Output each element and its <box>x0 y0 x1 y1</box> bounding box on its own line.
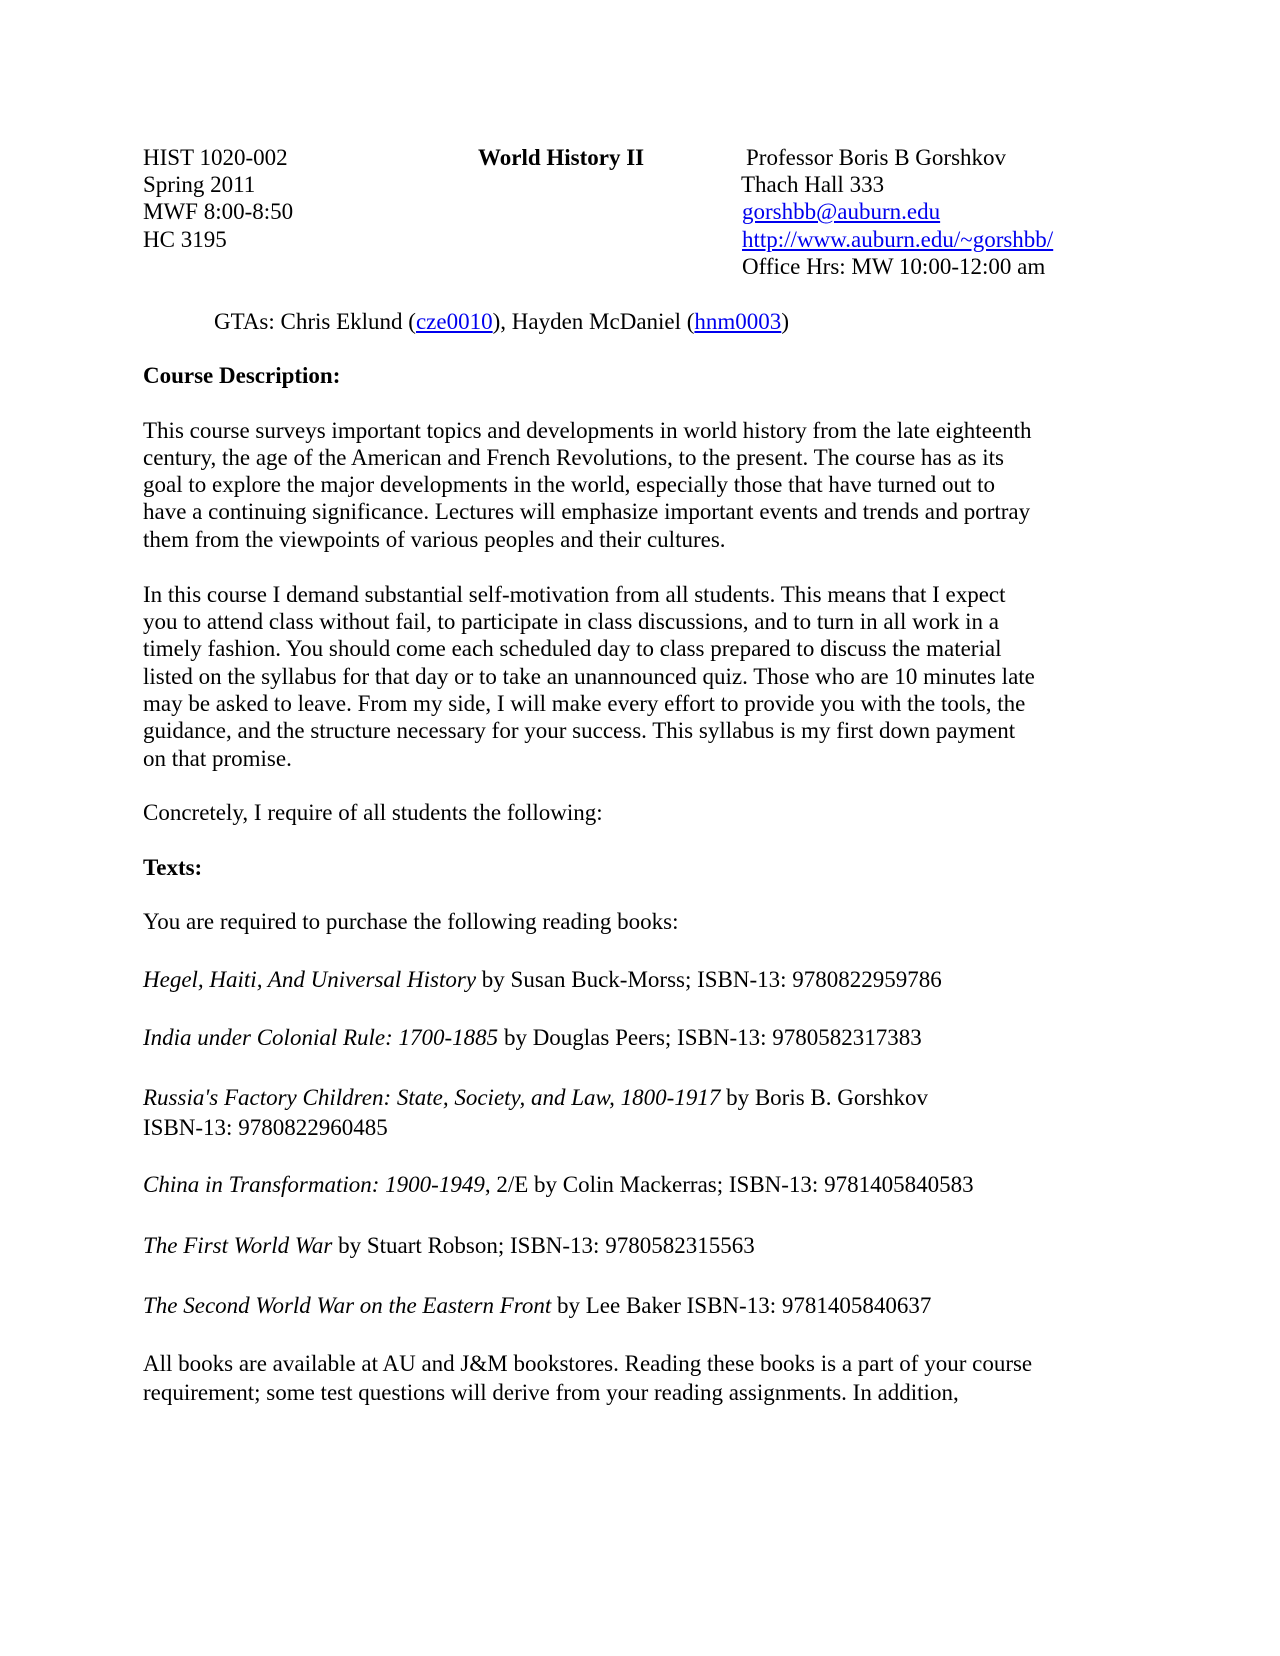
paragraph-line: In this course I demand substantial self-motivation from all students. This means that I expect <box>143 582 1006 607</box>
texts-heading: Texts: <box>143 855 203 880</box>
website-link[interactable]: http://www.auburn.edu/~gorshbb/ <box>742 227 1054 252</box>
book-details: by Boris B. Gorshkov <box>720 1085 928 1110</box>
book-details: by Stuart Robson; ISBN-13: 9780582315563 <box>332 1233 755 1258</box>
course-title: World History II <box>478 145 645 170</box>
gtas-suffix: ) <box>781 309 789 334</box>
book-details: by Lee Baker ISBN-13: 9781405840637 <box>551 1293 932 1318</box>
email-link[interactable]: gorshbb@auburn.edu <box>742 199 941 224</box>
book-entry <box>143 966 942 994</box>
course-code: HIST 1020-002 <box>143 145 288 170</box>
schedule: MWF 8:00-8:50 <box>143 199 294 224</box>
paragraph-line: listed on the syllabus for that day or to take an unannounced quiz. Those who are 10 minutes late <box>143 664 1035 689</box>
book-isbn-line: ISBN-13: 9780822960485 <box>143 1115 388 1140</box>
gta2-link[interactable]: hnm0003 <box>694 309 782 334</box>
book-entry <box>143 1084 928 1112</box>
requirements-intro: Concretely, I require of all students the following: <box>143 800 603 825</box>
paragraph-line: century, the age of the American and French Revolutions, to the present. The course has as its <box>143 445 1004 470</box>
paragraph-line: guidance, and the structure necessary for your success. This syllabus is my first down payment <box>143 718 1016 743</box>
office-hours: Office Hrs: MW 10:00-12:00 am <box>742 254 1046 279</box>
book-title: Hegel, Haiti, And Universal History <box>143 967 477 992</box>
website-link-wrap <box>742 226 1053 254</box>
paragraph-line: on that promise. <box>143 746 292 771</box>
paragraph-line: timely fashion. You should come each scheduled day to class prepared to discuss the material <box>143 636 1002 661</box>
office-location: Thach Hall 333 <box>741 172 885 197</box>
book-details: , 2/E by Colin Mackerras; ISBN-13: 9781405840583 <box>484 1172 974 1197</box>
paragraph-line: All books are available at AU and J&M bookstores. Reading these books is a part of your course <box>143 1351 1033 1376</box>
book-entry <box>143 1171 974 1199</box>
paragraph-line: have a continuing significance. Lectures will emphasize important events and trends and portray <box>143 499 1031 524</box>
room: HC 3195 <box>143 227 227 252</box>
texts-intro: You are required to purchase the following reading books: <box>143 909 679 934</box>
book-entry <box>143 1292 931 1320</box>
paragraph-line: you to attend class without fail, to participate in class discussions, and to turn in all work in a <box>143 609 999 634</box>
book-details: by Susan Buck-Morss; ISBN-13: 9780822959786 <box>476 967 942 992</box>
paragraph-line: goal to explore the major developments in the world, especially those that have turned out to <box>143 472 996 497</box>
email-link-wrap <box>742 198 940 226</box>
gtas-line <box>214 308 789 336</box>
gta1-link[interactable]: cze0010 <box>415 309 493 334</box>
course-description-heading: Course Description: <box>143 363 341 388</box>
paragraph-line: them from the viewpoints of various peoples and their cultures. <box>143 527 726 552</box>
professor-name: Professor Boris B Gorshkov <box>746 145 1007 170</box>
paragraph-line: may be asked to leave. From my side, I will make every effort to provide you with the tools, the <box>143 691 1026 716</box>
paragraph-line: This course surveys important topics and developments in world history from the late eighteenth <box>143 418 1032 443</box>
term: Spring 2011 <box>143 172 256 197</box>
book-details: by Douglas Peers; ISBN-13: 9780582317383 <box>498 1025 922 1050</box>
paragraph-line: requirement; some test questions will derive from your reading assignments. In addition, <box>143 1380 959 1405</box>
book-title: Russia's Factory Children: State, Society, and Law, 1800-1917 <box>143 1085 721 1110</box>
book-title: India under Colonial Rule: 1700-1885 <box>143 1025 499 1050</box>
gtas-middle: ), Hayden McDaniel ( <box>492 309 695 334</box>
book-entry <box>143 1024 922 1052</box>
gtas-prefix: GTAs: Chris Eklund ( <box>214 309 416 334</box>
book-title: The Second World War on the Eastern Front <box>143 1293 552 1318</box>
book-title: China in Transformation: 1900-1949 <box>143 1172 485 1197</box>
book-title: The First World War <box>143 1233 333 1258</box>
book-entry <box>143 1232 755 1260</box>
